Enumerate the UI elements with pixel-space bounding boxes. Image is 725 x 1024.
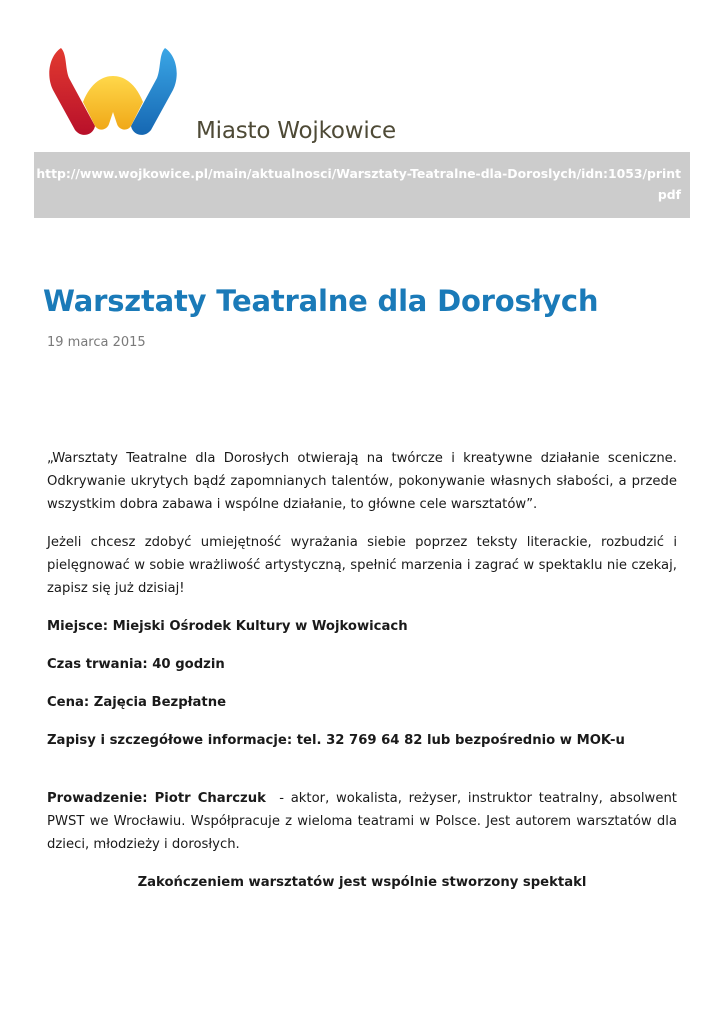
article-date: 19 marca 2015 xyxy=(47,335,146,350)
price-info: Cena: Zajęcia Bezpłatne xyxy=(47,695,227,710)
url-text-line2[interactable]: pdf xyxy=(657,187,681,202)
site-name: Miasto Wojkowice xyxy=(196,118,396,144)
article-title: Warsztaty Teatralne dla Dorosłych xyxy=(43,284,599,318)
duration-info: Czas trwania: 40 godzin xyxy=(47,657,225,672)
leader-paragraph xyxy=(47,787,682,856)
url-bar xyxy=(34,152,690,218)
intro-paragraph: „Warsztaty Teatralne dla Dorosłych otwierają na twórcze i kreatywne działanie sceniczne. Odkrywanie ukrytych bądź zapomnianych talentów, pokonywanie własnych słabości, a przede wszystkim dobra zabawa i wspólne działanie, to główne cele warsztatów”. xyxy=(47,451,677,512)
leader-label: Prowadzenie: Piotr Charczuk xyxy=(47,791,266,806)
signup-info: Zapisy i szczegółowe informacje: tel. 32 769 64 82 lub bezpośrednio w MOK-u xyxy=(47,733,625,748)
closing-line: Zakończeniem warsztatów jest wspólnie stworzony spektakl xyxy=(137,875,587,890)
invite-paragraph: Jeżeli chcesz zdobyć umiejętność wyrażania siebie poprzez teksty literackie, rozbudzić i pielęgnować w sobie wrażliwość artystyczną, spełnić marzenia i zagrać w spektaklu nie czekaj, zapisz się już dzisiaj! xyxy=(47,535,677,596)
article-body xyxy=(47,447,682,909)
url-text-line1[interactable]: http://www.wojkowice.pl/main/aktualnosci/Warsztaty-Teatralne-dla-Doroslych/idn:1053/print xyxy=(36,166,681,181)
wojkowice-logo-icon xyxy=(47,42,179,136)
leader-text: - aktor, wokalista, reżyser, instruktor teatralny, absolwent PWST we Wrocławiu. Współpracuje z wieloma teatrami w Polsce. Jest autorem warsztatów dla dzieci, młodzieży i dorosłych. xyxy=(47,791,682,852)
place-info: Miejsce: Miejski Ośrodek Kultury w Wojkowicach xyxy=(47,619,408,634)
